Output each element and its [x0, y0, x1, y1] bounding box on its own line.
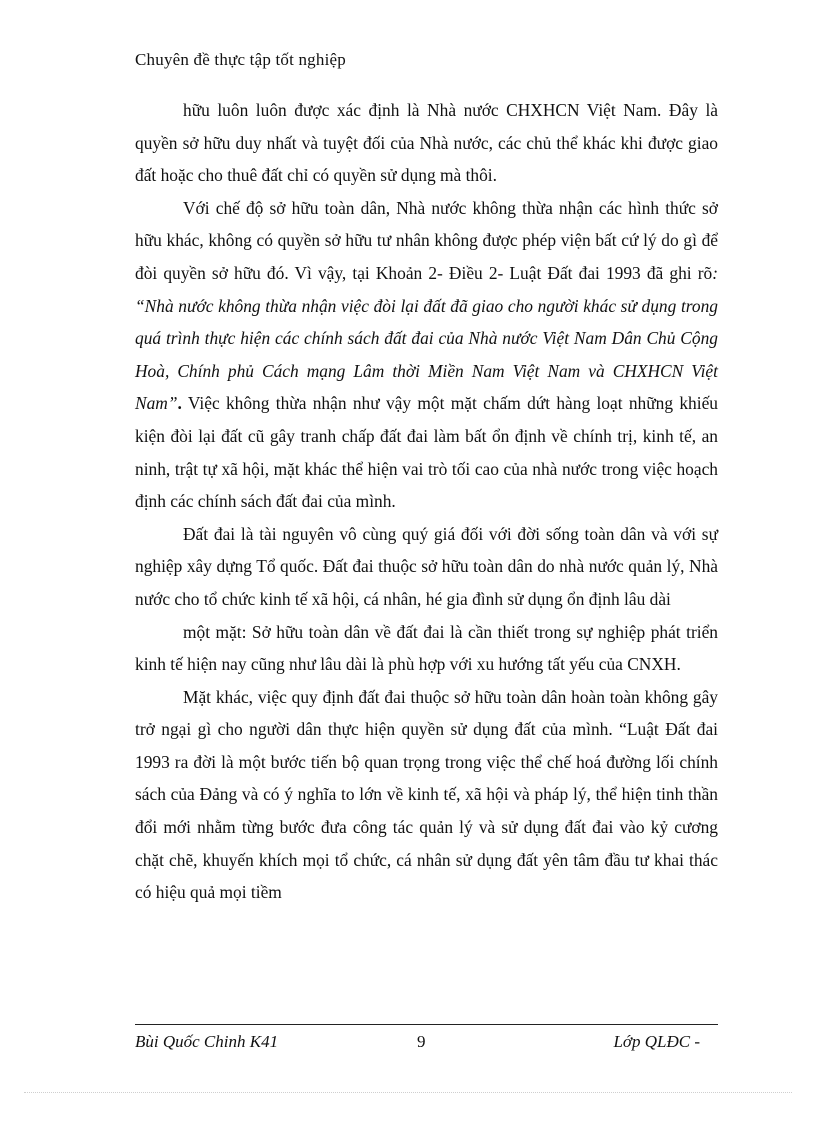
paragraph-2 — [135, 192, 718, 518]
paragraph-1: hữu luôn luôn được xác định là Nhà nước CHXHCN Việt Nam. Đây là quyền sở hữu duy nhất và tuyệt đối của Nhà nước, các chủ thể khác khi được giao đất hoặc cho thuê đất chỉ có quyền sử dụng mà thôi. — [135, 100, 718, 186]
quote-end-period: . — [177, 393, 182, 414]
page-number: 9 — [417, 1032, 426, 1051]
paragraph-4: một mặt: Sở hữu toàn dân về đất đai là cần thiết trong sự nghiệp phát triển kinh tế hiện nay cũng như lâu dài là phù hợp với xu hướng tất yếu của CNXH. — [135, 621, 718, 675]
law-quote: : “Nhà nước không thừa nhận việc đòi lại đất đã giao cho người khác sử dụng trong quá trình thực hiện các chính sách đất đai của Nhà nước Việt Nam Dân Chủ Cộng Hoà, Chính phủ Cách mạng Lâm thời Miền Nam Việt Nam và CHXHCN Việt Nam” — [135, 262, 718, 414]
paragraph-2-continuation: Việc không thừa nhận như vậy một mặt chấm dứt hàng loạt những khiếu kiện đòi lại đất cũ gây tranh chấp đất đai làm bất ổn định về chính trị, kinh tế, an ninh, trật tự xã hội, mặt khác thể hiện vai trò tối cao của nhà nước trong việc hoạch định các chính sách đất đai của mình. — [135, 393, 718, 512]
page-bottom-edge — [24, 1092, 792, 1093]
page-header-title: Chuyên đề thực tập tốt nghiệp — [135, 50, 346, 69]
document-body — [135, 94, 718, 909]
paragraph-3: Đất đai là tài nguyên vô cùng quý giá đối với đời sống toàn dân và với sự nghiệp xây dựng Tổ quốc. Đất đai thuộc sở hữu toàn dân do nhà nước quản lý, Nhà nước cho tổ chức kinh tế xã hội, cá nhân, hé gia đình sử dụng ổn định lâu dài — [135, 523, 718, 609]
paragraph-2-intro: Với chế độ sở hữu toàn dân, Nhà nước không thừa nhận các hình thức sở hữu khác, không có quyền sở hữu tư nhân không được phép viện bất cứ lý do gì để đòi quyền sở hữu đó. Vì vậy, tại Khoản 2- Điều 2- Luật Đất đai 1993 đã ghi rõ — [135, 197, 718, 283]
footer-author: Bùi Quốc Chinh K41 — [135, 1032, 279, 1051]
paragraph-5: Mặt khác, việc quy định đất đai thuộc sở hữu toàn dân hoàn toàn không gây trở ngại gì cho người dân thực hiện quyền sử dụng đất của mình. “Luật Đất đai 1993 ra đời là một bước tiến bộ quan trọng trong việc thể chế hoá đường lối chính sách của Đảng và có ý nghĩa to lớn về kinh tế, xã hội và pháp lý, thể hiện tinh thần đổi mới nhằm từng bước đưa công tác quản lý và sử dụng đất đai vào kỷ cương chặt chẽ, khuyến khích mọi tổ chức, cá nhân sử dụng đất yên tâm đầu tư khai thác có hiệu quả mọi tiềm — [135, 686, 718, 903]
footer-divider — [135, 1024, 718, 1025]
footer-class: Lớp QLĐC - — [613, 1032, 700, 1051]
